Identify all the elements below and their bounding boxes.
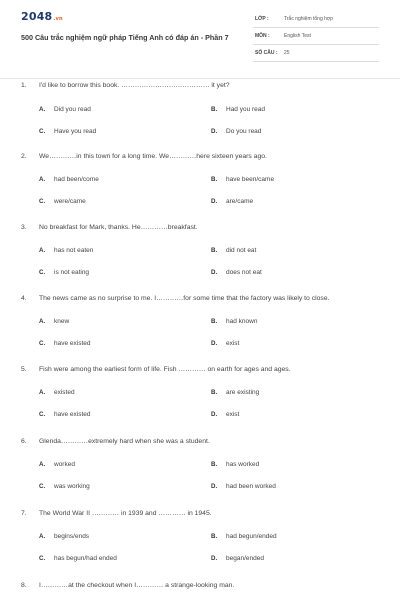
question-number: 7.: [21, 510, 27, 517]
option-text: have been/came: [226, 176, 275, 183]
question-text: Fish were among the earliest form of life. Fish ………… on earth for ages and ages.: [39, 366, 291, 373]
option-letter: A.: [39, 533, 46, 540]
option-letter: C.: [39, 555, 46, 562]
option-letter: A.: [39, 176, 46, 183]
option-text: has not eaten: [54, 247, 94, 254]
option-b[interactable]: [211, 106, 265, 113]
meta-row-class: [253, 13, 379, 28]
option-a[interactable]: [39, 176, 99, 183]
meta-row-count: [253, 47, 379, 62]
option-text: is not eating: [54, 269, 90, 276]
option-text: had known: [226, 318, 258, 325]
option-text: was working: [54, 483, 90, 490]
meta-info: [253, 13, 379, 64]
option-b[interactable]: [211, 176, 274, 183]
option-letter: B.: [211, 106, 218, 113]
option-a[interactable]: [39, 461, 75, 468]
option-letter: B.: [211, 461, 218, 468]
question-number: 2.: [21, 153, 27, 160]
option-b[interactable]: [211, 318, 257, 325]
option-b[interactable]: [211, 247, 256, 254]
question-text: Glenda…………extremely hard when she was a student.: [39, 438, 210, 445]
logo-main: 2048: [21, 10, 53, 23]
option-letter: B.: [211, 318, 218, 325]
option-letter: B.: [211, 176, 218, 183]
option-c[interactable]: [39, 269, 89, 276]
page-header: [0, 0, 400, 75]
option-text: have existed: [54, 340, 91, 347]
option-letter: A.: [39, 461, 46, 468]
question-text: The World War II ………… in 1939 and ………… in 1945.: [39, 510, 212, 517]
option-d[interactable]: [211, 128, 261, 135]
option-text: knew: [54, 318, 70, 325]
option-c[interactable]: [39, 198, 86, 205]
option-letter: C.: [39, 411, 46, 418]
question-text: No breakfast for Mark, thanks. He…………breakfast.: [39, 224, 198, 231]
option-d[interactable]: [211, 411, 239, 418]
question-number: 6.: [21, 438, 27, 445]
option-text: exist: [226, 411, 240, 418]
option-letter: D.: [211, 555, 218, 562]
option-d[interactable]: [211, 198, 253, 205]
option-text: Had you read: [226, 106, 266, 113]
option-letter: B.: [211, 533, 218, 540]
option-a[interactable]: [39, 533, 89, 540]
option-text: Do you read: [226, 128, 262, 135]
option-letter: C.: [39, 483, 46, 490]
option-text: has begun/had ended: [54, 555, 117, 562]
option-d[interactable]: [211, 340, 239, 347]
option-letter: D.: [211, 411, 218, 418]
meta-key: MÔN :: [255, 33, 270, 39]
option-d[interactable]: [211, 483, 276, 490]
option-letter: C.: [39, 340, 46, 347]
option-letter: A.: [39, 389, 46, 396]
question-text: I…………at the checkout when I………… a strange-looking man.: [39, 582, 235, 589]
option-letter: C.: [39, 198, 46, 205]
option-text: Did you read: [54, 106, 91, 113]
option-letter: C.: [39, 269, 46, 276]
option-letter: D.: [211, 483, 218, 490]
option-text: began/ended: [226, 555, 264, 562]
meta-key: LỚP :: [255, 16, 269, 22]
option-letter: A.: [39, 106, 46, 113]
option-b[interactable]: [211, 461, 259, 468]
document-title: 500 Câu trắc nghiệm ngữ pháp Tiếng Anh có đáp án - Phần 7: [21, 33, 229, 42]
option-c[interactable]: [39, 128, 96, 135]
option-c[interactable]: [39, 555, 117, 562]
option-text: begins/ends: [54, 533, 90, 540]
option-text: does not eat: [226, 269, 262, 276]
option-a[interactable]: [39, 318, 69, 325]
question-text: We…………in this town for a long time. We…………here sixteen years ago.: [39, 153, 267, 160]
site-logo[interactable]: [21, 10, 63, 23]
option-a[interactable]: [39, 247, 93, 254]
option-letter: D.: [211, 340, 218, 347]
option-text: exist: [226, 340, 240, 347]
question-number: 8.: [21, 582, 27, 589]
header-divider: [0, 78, 400, 79]
option-text: Have you read: [54, 128, 97, 135]
option-text: are/came: [226, 198, 254, 205]
meta-key: SỐ CÂU :: [255, 50, 278, 56]
option-letter: D.: [211, 269, 218, 276]
option-letter: B.: [211, 247, 218, 254]
logo-suffix: .vn: [53, 16, 63, 22]
option-d[interactable]: [211, 269, 262, 276]
option-letter: A.: [39, 247, 46, 254]
question-number: 5.: [21, 366, 27, 373]
option-text: had been/come: [54, 176, 99, 183]
option-b[interactable]: [211, 389, 259, 396]
meta-value: English Test: [284, 33, 311, 39]
option-text: existed: [54, 389, 75, 396]
meta-row-subject: [253, 30, 379, 45]
option-c[interactable]: [39, 483, 90, 490]
question-number: 3.: [21, 224, 27, 231]
option-letter: B.: [211, 389, 218, 396]
question-text: The news came as no surprise to me. I…………for some time that the factory was likely to close.: [39, 295, 330, 302]
question-number: 1.: [21, 82, 27, 89]
meta-value: 25: [284, 50, 290, 56]
option-text: had been worked: [226, 483, 276, 490]
option-letter: C.: [39, 128, 46, 135]
option-text: did not eat: [226, 247, 257, 254]
option-letter: A.: [39, 318, 46, 325]
question-text: I'd like to borrow this book. ………………………………… it yet?: [39, 82, 230, 89]
option-c[interactable]: [39, 411, 91, 418]
option-b[interactable]: [211, 533, 277, 540]
option-a[interactable]: [39, 389, 75, 396]
question-number: 4.: [21, 295, 27, 302]
option-text: had begun/ended: [226, 533, 277, 540]
option-text: has worked: [226, 461, 260, 468]
option-a[interactable]: [39, 106, 91, 113]
option-letter: D.: [211, 128, 218, 135]
option-text: have existed: [54, 411, 91, 418]
option-text: worked: [54, 461, 75, 468]
option-text: are existing: [226, 389, 260, 396]
meta-value: Trắc nghiệm tổng hợp: [284, 16, 333, 22]
option-letter: D.: [211, 198, 218, 205]
option-text: were/came: [54, 198, 86, 205]
option-c[interactable]: [39, 340, 91, 347]
option-d[interactable]: [211, 555, 264, 562]
